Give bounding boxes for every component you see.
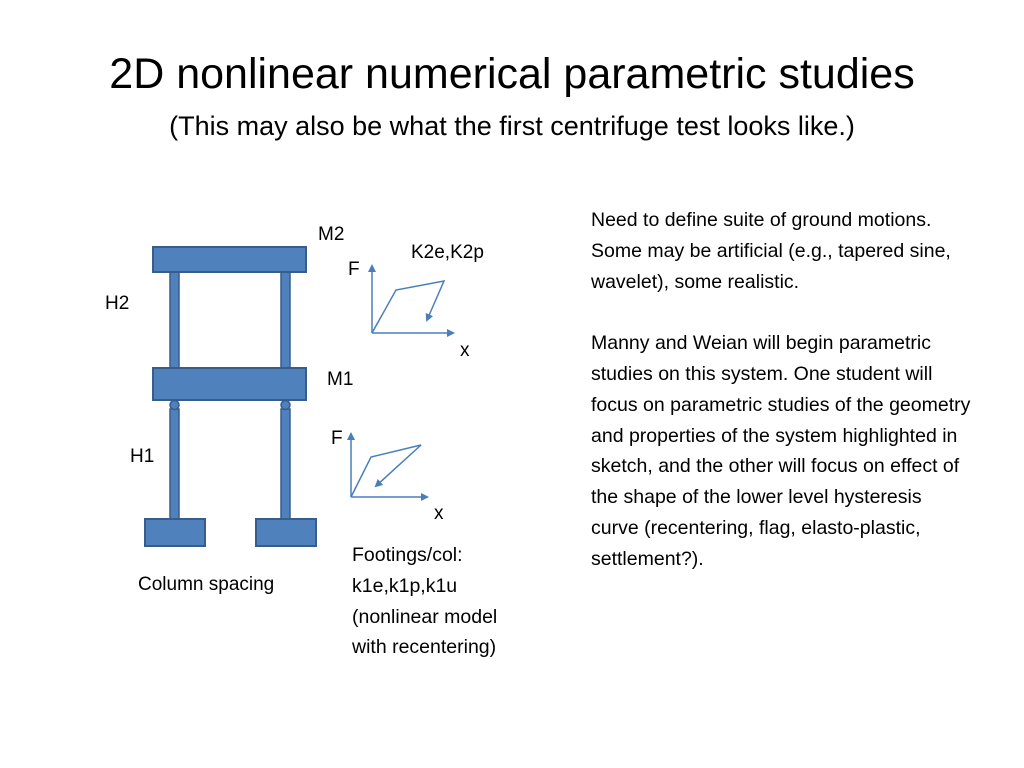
label-m1: M1 xyxy=(327,369,354,390)
column-lower-right xyxy=(281,409,290,519)
label-h2: H2 xyxy=(105,293,130,314)
hysteresis-upper-sketch xyxy=(372,266,453,333)
footing-description xyxy=(352,540,552,663)
footing-right xyxy=(256,519,316,546)
label-m2: M2 xyxy=(318,224,345,245)
hysteresis-loop-upper xyxy=(372,281,444,333)
note-parametric-studies: Manny and Weian will begin parametric studies on this system. One student will focus on parametric studies of the geometry and properties of the system highlighted in sketch, and the other will focus on effect of the shape of the lower level hysteresis curve (recentering, flag, elasto-plastic, settlement?). xyxy=(591,332,971,570)
footing-left xyxy=(145,519,205,546)
hysteresis-loop-lower xyxy=(351,445,421,497)
hinge-left xyxy=(170,401,179,410)
label-force-upper: F xyxy=(348,259,360,280)
footing-line: Footings/col: xyxy=(352,544,463,566)
column-upper-left xyxy=(170,272,179,368)
label-displacement-lower: x xyxy=(434,503,444,524)
mass-m1-slab xyxy=(153,368,306,400)
slide-subtitle: (This may also be what the first centrifuge test looks like.) xyxy=(169,111,855,141)
label-force-lower: F xyxy=(331,428,343,449)
label-column-spacing: Column spacing xyxy=(138,574,275,595)
footing-line: with recentering) xyxy=(352,636,497,659)
note-ground-motions: Need to define suite of ground motions. Some may be artificial (e.g., tapered sine, wavelet), some realistic. xyxy=(591,209,951,293)
column-lower-left xyxy=(170,409,179,519)
hinge-right xyxy=(281,401,290,410)
mass-m2-slab xyxy=(153,247,306,272)
hysteresis-lower-sketch xyxy=(351,434,427,497)
label-h1: H1 xyxy=(130,446,155,467)
footing-line: (nonlinear model xyxy=(352,605,498,628)
column-upper-right xyxy=(281,272,290,368)
footing-line: k1e,k1p,k1u xyxy=(352,574,458,597)
frame-model xyxy=(145,247,316,546)
notes-text xyxy=(591,205,971,575)
slide-title: 2D nonlinear numerical parametric studies xyxy=(109,50,915,98)
label-displacement-upper: x xyxy=(460,340,470,361)
label-k2: K2e,K2p xyxy=(411,242,484,263)
